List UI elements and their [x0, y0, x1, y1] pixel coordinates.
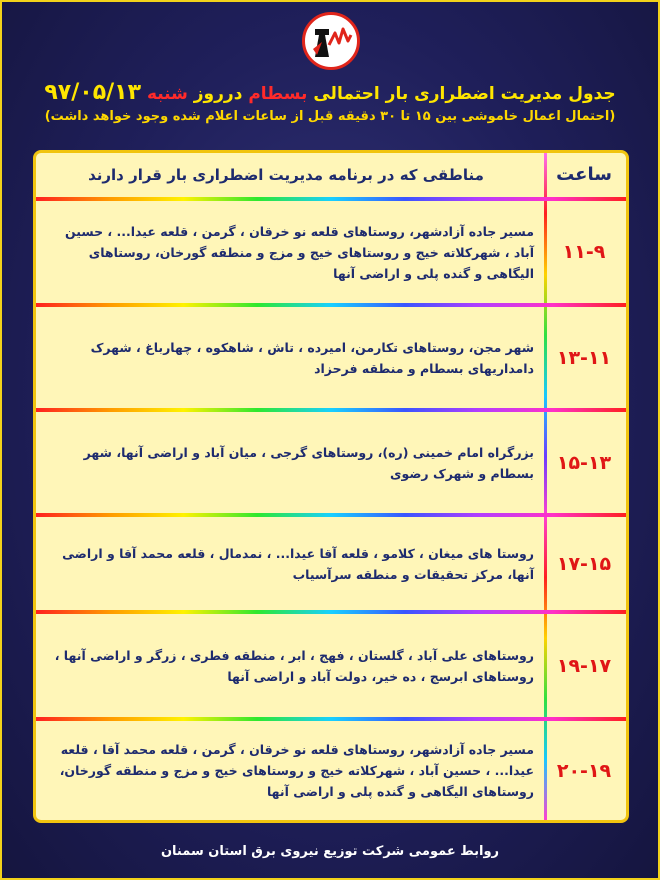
row-time: ۱۳-۱۱: [556, 346, 612, 369]
title-text: جدول مدیریت اضطراری بار احتمالی: [313, 84, 616, 104]
header-time: ساعت: [556, 164, 612, 185]
table-row: [36, 201, 626, 303]
row-time: ۱۵-۱۳: [556, 451, 612, 474]
row-areas: روستا های میغان ، کلامو ، قلعه آقا عیدا... ، نمدمال ، قلعه محمد آقا و اراضی آنها، مرکز تحقیقات و منطقه سرآسیاب: [62, 545, 534, 582]
header-areas: مناطقی که در برنامه مدیریت اضطراری بار قرار دارند: [88, 166, 484, 184]
row-areas: روستاهای علی آباد ، گلستان ، فهج ، ابر ، منطقه فطری ، زرگر و اراضی آنها ، روستاهای ابرسج ، ده خیر، دولت آباد و اراضی آنها: [54, 647, 534, 684]
row-time: ۲۰-۱۹: [556, 759, 612, 782]
table-row: [36, 517, 626, 610]
title-city: بسطام: [248, 84, 308, 104]
schedule-table: [33, 150, 629, 823]
row-areas: مسیر جاده آزادشهر، روستاهای قلعه نو خرقان ، گرمن ، قلعه محمد آقا ، قلعه عیدا... ، حسین آباد ، شهرکلاته خیج و روستاهای خیج و مزج و منطقه گورخان، روستاهای الیگاهی و گنده پلی و اراضی آنها: [59, 742, 534, 799]
electric-company-logo-icon: [302, 12, 360, 70]
table-row: [36, 614, 626, 717]
title-on-day: درروز: [193, 84, 243, 104]
row-areas: مسیر جاده آزادشهر، روستاهای قلعه نو خرقان ، گرمن ، قلعه عیدا... ، حسین آباد ، شهرکلاته خیج و روستاهای خیج و مزج و منطقه گورخان، روستاهای الیگاهی و گنده پلی و اراضی آنها: [65, 223, 534, 281]
footer-credit: روابط عمومی شرکت توزیع نیروی برق استان سمنان: [160, 844, 500, 859]
page-subtitle: (احتمال اعمال خاموشی بین ۱۵ تا ۳۰ دقیقه قبل از ساعات اعلام شده وجود خواهد داشت): [44, 109, 616, 124]
table-row: [36, 307, 626, 408]
row-areas: شهر مجن، روستاهای تکارمن، امیرده ، تاش ، شاهکوه ، چهارباغ ، شهرک دامداریهای بسطام و منطقه فرحزاد: [90, 339, 534, 376]
title-date: ۹۷/۰۵/۱۳: [44, 80, 142, 105]
title-day: شنبه: [146, 84, 188, 104]
row-time: ۱۹-۱۷: [556, 654, 612, 677]
row-areas: بزرگراه امام خمینی (ره)، روستاهای گرجی ، میان آباد و اراضی آنها، شهر بسطام و شهرک رضوی: [83, 444, 534, 481]
row-time: ۱۱-۹: [562, 241, 606, 263]
page-title: [12, 80, 648, 105]
row-time: ۱۷-۱۵: [556, 552, 612, 575]
table-row: [36, 721, 626, 820]
table-row: [36, 412, 626, 513]
